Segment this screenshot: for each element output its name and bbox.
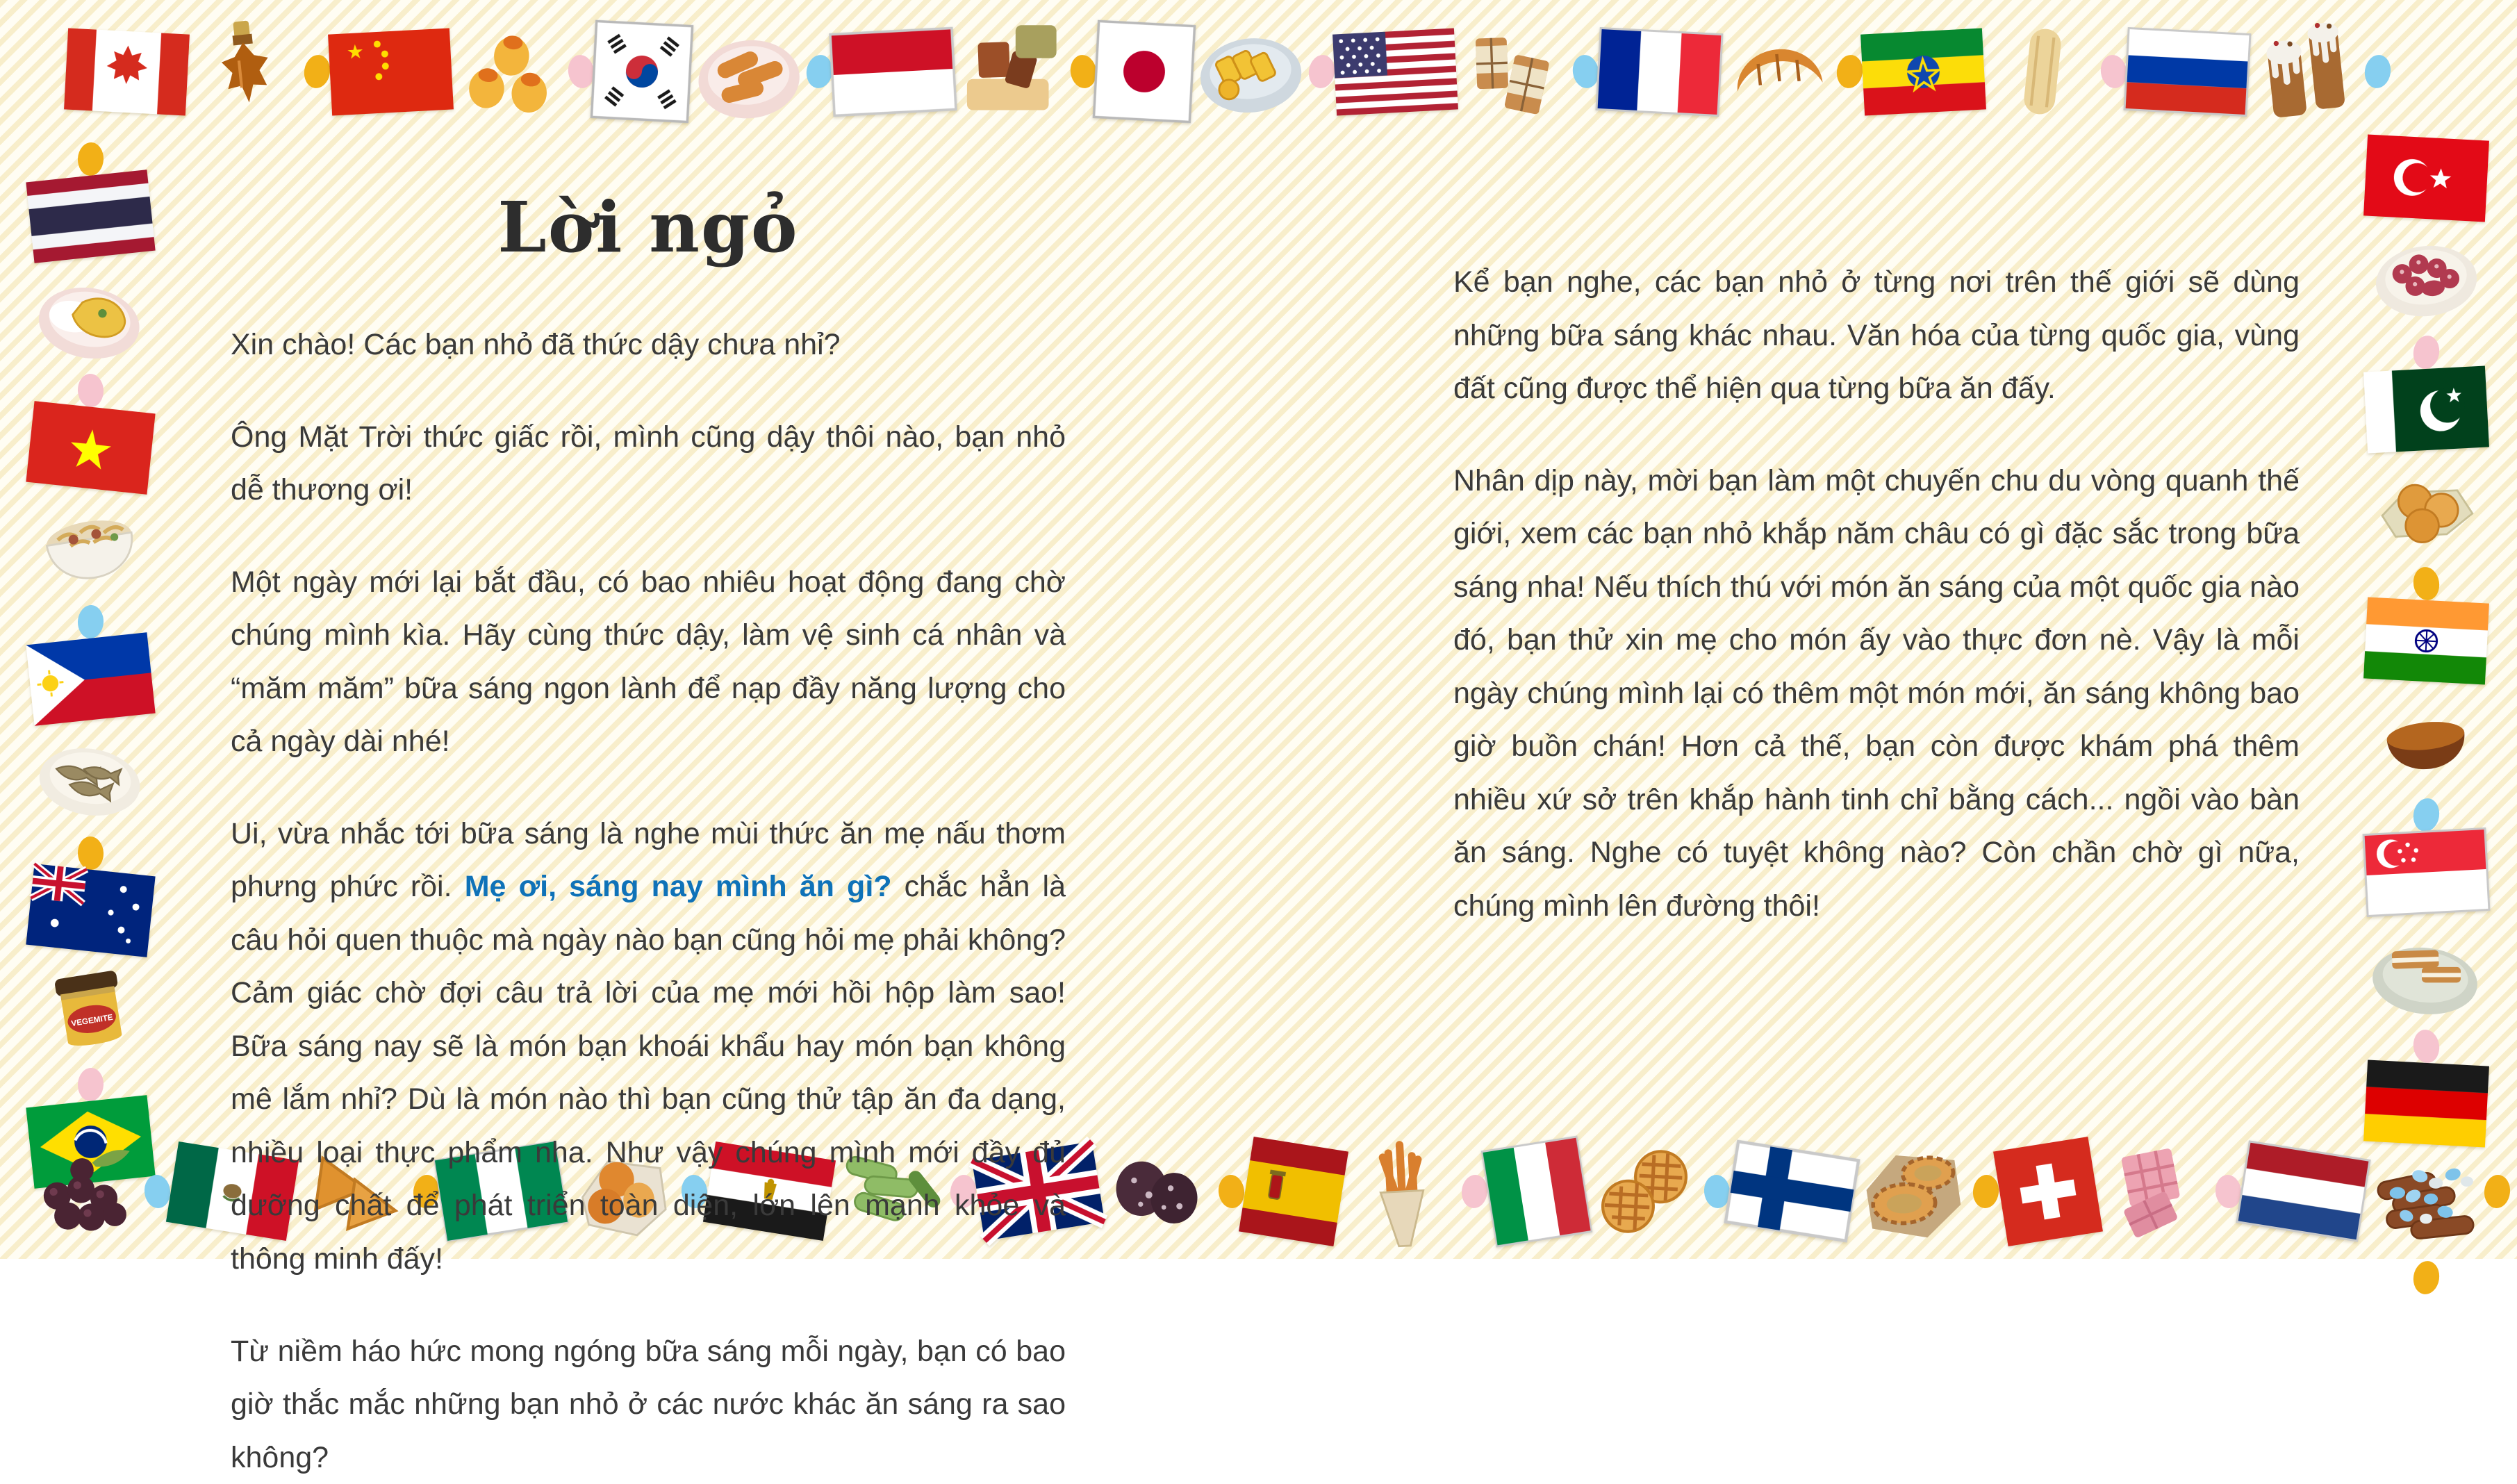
paragraph-4-before: Ui, vừa nhắc tới bữa sáng là nghe mùi thức ăn mẹ nấu thơm phưng phức rồi. xyxy=(231,817,1066,904)
sucuk-plate-icon xyxy=(2362,213,2491,342)
paragraph-7: Nhân dịp này, mời bạn làm một chuyến chu du vòng quanh thế giới, xem các bạn nhỏ khắp năm châu có gì đặc sắc trong bữa sáng nha! Nếu thích thú với món ăn sáng của một quốc gia nào đó, bạn thử xin mẹ cho món ấy vào thực đơn nè. Vậy là mỗi ngày chúng mình lại có thêm một món mới, ăn sáng không bao giờ buồn chán! Hơn cả thế, bạn còn được khám phá thêm nhiều xứ sở trên khắp hành tinh chỉ bằng cách... ngồi vào bàn ăn sáng. Nghe có tuyệt không nào? Còn chần chờ gì nữa, chúng mình lên đường thôi! xyxy=(1453,454,2300,933)
right-border xyxy=(2352,138,2500,1116)
pho-bowl-icon xyxy=(24,480,157,613)
yellow-dot xyxy=(1217,1173,1246,1210)
vegemite-icon xyxy=(24,943,157,1076)
blue-dot xyxy=(2411,796,2441,833)
yellow-dot xyxy=(76,142,104,176)
flag-italy-icon xyxy=(1482,1137,1592,1246)
tamagoyaki-icon xyxy=(1187,8,1315,136)
flag-switzerland-icon xyxy=(1993,1137,2103,1246)
paragraph-1: Xin chào! Các bạn nhỏ đã thức dậy chưa nhỉ? xyxy=(231,318,1066,372)
paragraph-2: Ông Mặt Trời thức giấc rồi, mình cũng dậy thôi nào, bạn nhỏ dễ thương ơi! xyxy=(231,411,1066,517)
tempeh-icon xyxy=(948,8,1077,136)
hagelslag-icon xyxy=(2363,1130,2486,1253)
flag-turkey-icon xyxy=(2363,135,2489,222)
pink-dot xyxy=(1460,1173,1489,1210)
yellow-dot xyxy=(2411,1259,2441,1296)
shumai-icon xyxy=(446,8,575,136)
flag-russia-icon xyxy=(2124,28,2250,115)
pink-dot xyxy=(1306,53,1337,90)
left-page-text xyxy=(231,186,1066,1484)
svg-text:VEGEMITE: VEGEMITE xyxy=(71,1013,114,1028)
paragraph-3: Một ngày mới lại bắt đầu, có bao nhiêu hoạt động đang chờ chúng mình kìa. Hãy cùng thức dậy, làm vệ sinh cá nhân và “măm măm” bữa sáng ngon lành để nạp đầy năng lượng cho cả ngày dài nhé! xyxy=(231,556,1066,768)
flag-china-icon xyxy=(328,28,454,115)
injera-roll-icon xyxy=(1979,8,2107,136)
paragraph-5: Từ niềm háo hức mong ngóng bữa sáng mỗi ngày, bạn có bao giờ thắc mắc những bạn nhỏ ở các nước khác ăn sáng ra sao không? xyxy=(231,1325,1066,1484)
wrapped-bars-icon xyxy=(1451,8,1579,136)
flag-india-icon xyxy=(2363,597,2489,685)
highlight-question: Mẹ ơi, sáng nay mình ăn gì? xyxy=(465,870,892,903)
pink-dot xyxy=(2411,1028,2441,1064)
halwa-bowl-icon xyxy=(2362,676,2491,805)
flag-canada-icon xyxy=(64,28,190,115)
flag-netherlands-icon xyxy=(2237,1141,2370,1241)
twisted-doughnuts-icon xyxy=(684,8,813,136)
flag-ethiopia-icon xyxy=(1860,28,1986,115)
fried-fish-icon xyxy=(24,711,157,845)
top-border xyxy=(66,6,2352,138)
page-title: Lời ngỏ xyxy=(231,186,1066,268)
pink-dot xyxy=(2098,53,2129,90)
blue-dot xyxy=(1570,53,1601,90)
flag-france-icon xyxy=(1596,28,1722,115)
pink-dot xyxy=(2411,333,2441,370)
paragraph-4-after: chắc hẳn là câu hỏi quen thuộc mà ngày nào bạn cũng hỏi mẹ phải không? Cảm giác chờ đợi câu trả lời của mẹ mới hồi hộp làm sao! Bữa sáng nay sẽ là món bạn khoái khẩu hay món bạn không mê lắm nhỉ? Dù là món nào thì bạn cũng thử tập ăn đa dạng, nhiều loại thực phẩm nha. Như vậy chúng mình mới đầy đủ dưỡng chất để phát triển toàn diện, lớn lên mạnh khỏe và thông minh đấy! xyxy=(231,870,1066,1276)
flag-pakistan-icon xyxy=(2363,366,2489,454)
croissant-icon xyxy=(1715,8,1843,136)
churros-icon xyxy=(1340,1130,1463,1253)
kaya-toast-icon xyxy=(2362,907,2491,1036)
black-pudding-icon xyxy=(1098,1130,1221,1253)
yellow-dot xyxy=(1971,1173,2000,1210)
acai-icon xyxy=(24,1130,147,1253)
yellow-dot xyxy=(1834,53,1865,90)
right-page-text xyxy=(1453,256,2300,932)
flag-usa-icon xyxy=(1332,28,1458,115)
kulich-icon xyxy=(2243,8,2371,136)
blue-dot xyxy=(143,1173,172,1210)
pink-chocolate-icon xyxy=(2095,1130,2218,1253)
pink-dot xyxy=(76,1067,104,1102)
flag-singapore-icon xyxy=(2363,829,2489,916)
pink-dot xyxy=(2214,1173,2243,1210)
thai-omelette-icon xyxy=(24,249,157,382)
paragraph-4 xyxy=(231,807,1066,1286)
flag-indonesia-icon xyxy=(830,28,956,115)
blue-dot xyxy=(804,53,834,90)
pink-dot xyxy=(566,53,596,90)
karelian-pasties-icon xyxy=(1851,1130,1974,1253)
flag-south-korea-icon xyxy=(591,21,692,122)
yellow-dot xyxy=(2411,565,2441,602)
flag-finland-icon xyxy=(1726,1141,1858,1241)
paragraph-6: Kể bạn nghe, các bạn nhỏ ở từng nơi trên thế giới sẽ dùng những bữa sáng khác nhau. Văn hóa của từng quốc gia, vùng đất cũng được thể hiện qua từng bữa ăn đấy. xyxy=(1453,256,2300,415)
yellow-dot xyxy=(2482,1173,2511,1210)
flag-spain-icon xyxy=(1239,1137,1348,1246)
puri-plate-icon xyxy=(2362,445,2491,573)
yellow-dot xyxy=(1068,53,1098,90)
maple-syrup-icon xyxy=(182,8,311,136)
left-border xyxy=(18,142,163,1115)
yellow-dot xyxy=(76,836,104,871)
blue-dot xyxy=(76,604,104,639)
crostata-icon xyxy=(1583,1130,1706,1253)
blue-dot xyxy=(2362,53,2393,90)
pink-dot xyxy=(76,373,104,408)
yellow-dot xyxy=(302,53,332,90)
flag-japan-icon xyxy=(1094,21,1194,122)
